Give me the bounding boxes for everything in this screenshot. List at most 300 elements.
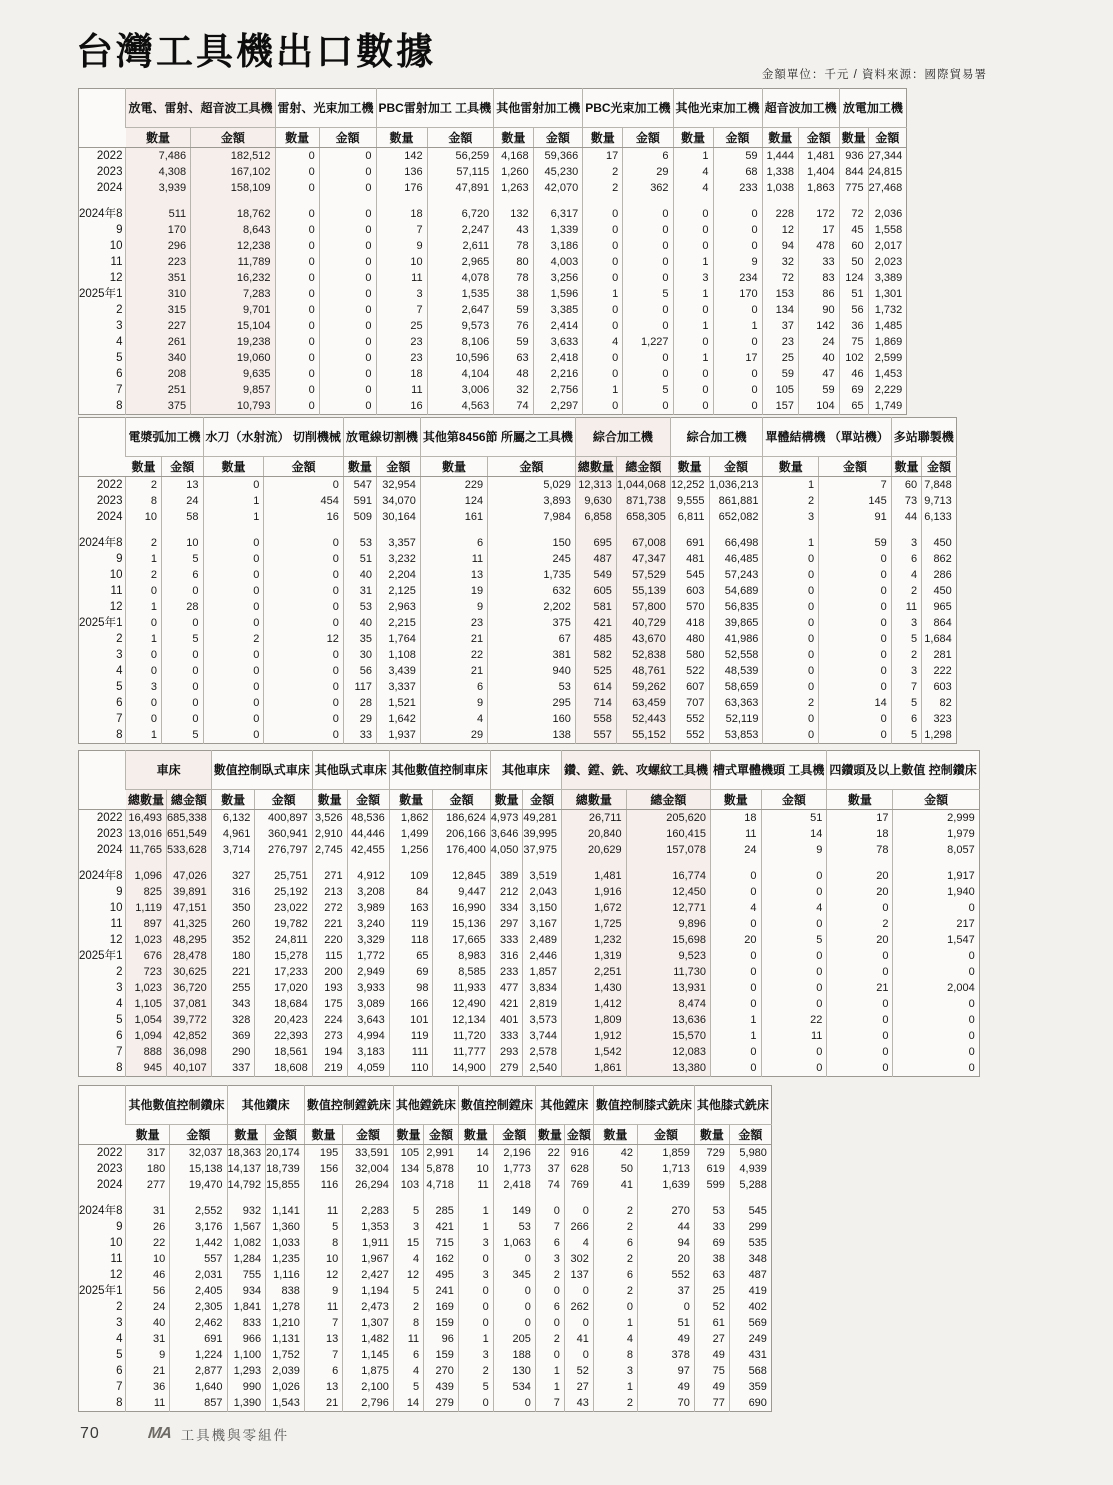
table-cell: 10 — [126, 1251, 170, 1267]
column-group-header: 電漿弧加工機 — [126, 418, 203, 457]
row-label: 2025年1 — [79, 1285, 123, 1297]
table-cell: 0 — [203, 535, 264, 551]
table-cell — [191, 196, 275, 206]
table-cell: 11 — [458, 1177, 493, 1193]
table-row — [79, 1283, 772, 1299]
table-cell: 1 — [711, 1028, 761, 1044]
table-row — [79, 398, 907, 415]
table-cell: 182,512 — [191, 148, 275, 165]
table-cell: 861,881 — [709, 493, 763, 509]
table-cell: 30,164 — [376, 509, 420, 525]
table-cell — [533, 196, 583, 206]
column-subheader: 金額 — [343, 1125, 394, 1145]
table-cell: 0 — [623, 270, 673, 286]
table-cell: 19,238 — [191, 334, 275, 350]
table-cell: 103 — [393, 1177, 423, 1193]
table-cell: 1,082 — [227, 1235, 266, 1251]
table-cell: 0 — [763, 711, 819, 727]
column-subheader: 總金額 — [626, 790, 710, 810]
table-cell — [427, 196, 494, 206]
table-cell: 11 — [393, 1331, 423, 1347]
table-cell: 1 — [535, 1379, 564, 1395]
table-cell: 400,897 — [255, 810, 312, 827]
table-row — [79, 535, 957, 551]
table-cell: 6 — [535, 1235, 564, 1251]
table-cell: 52,838 — [616, 647, 670, 663]
table-cell: 3 — [891, 535, 921, 551]
table-cell: 1,256 — [389, 842, 433, 858]
table-cell: 0 — [763, 663, 819, 679]
column-subheader: 總數量 — [562, 790, 627, 810]
table-cell: 1,916 — [562, 884, 627, 900]
table-cell: 0 — [763, 615, 819, 631]
table-cell: 12,313 — [575, 477, 616, 494]
table-cell: 44,446 — [347, 826, 389, 842]
table-cell: 1,430 — [562, 980, 627, 996]
column-group-header: 其他鑽床 — [227, 1086, 304, 1125]
table-cell: 0 — [319, 222, 376, 238]
table-cell: 0 — [162, 583, 203, 599]
table-cell: 16,990 — [433, 900, 490, 916]
table-cell: 0 — [673, 238, 713, 254]
table-cell: 13,636 — [626, 1012, 710, 1028]
table-cell: 825 — [126, 884, 167, 900]
table-cell: 40 — [343, 567, 376, 583]
table-cell: 136 — [376, 164, 427, 180]
table-cell: 30 — [343, 647, 376, 663]
table-cell: 11,933 — [433, 980, 490, 996]
table-cell: 7 — [535, 1219, 564, 1235]
table-cell: 29 — [623, 164, 673, 180]
table-cell: 2 — [763, 493, 819, 509]
table-cell: 59 — [762, 366, 798, 382]
table-cell: 691 — [670, 535, 709, 551]
table-cell: 0 — [319, 206, 376, 222]
table-cell: 176,400 — [433, 842, 490, 858]
column-subheader: 金額 — [799, 128, 840, 148]
table-cell: 12 — [393, 1267, 423, 1283]
row-label: 2022 — [96, 150, 123, 162]
column-subheader: 數量 — [711, 790, 761, 810]
table-cell — [304, 1193, 342, 1203]
table-cell: 285 — [424, 1203, 459, 1219]
table-cell: 487 — [729, 1267, 771, 1283]
table-cell — [458, 1193, 493, 1203]
table-row — [79, 382, 907, 398]
table-cell: 389 — [490, 868, 523, 884]
table-cell: 418 — [670, 615, 709, 631]
table-cell: 5,878 — [424, 1161, 459, 1177]
table-cell: 0 — [264, 663, 343, 679]
table-cell: 28,478 — [167, 948, 212, 964]
column-group-header: 其他膝式銑床 — [694, 1086, 771, 1125]
table-cell: 0 — [535, 1315, 564, 1331]
table-cell: 142 — [799, 318, 840, 334]
table-cell: 0 — [264, 679, 343, 695]
brand-logo: MA — [146, 1425, 172, 1442]
table-cell: 509 — [343, 509, 376, 525]
table-cell: 37,081 — [167, 996, 212, 1012]
table-cell — [211, 858, 255, 868]
table-cell: 343 — [211, 996, 255, 1012]
table-cell: 9,447 — [433, 884, 490, 900]
column-subheader: 金額 — [266, 1125, 305, 1145]
table-cell: 3,256 — [533, 270, 583, 286]
table-cell: 161 — [420, 509, 487, 525]
table-cell: 299 — [729, 1219, 771, 1235]
row-label: 8 — [116, 1397, 123, 1409]
table-cell: 1,023 — [126, 932, 167, 948]
table-cell: 1,227 — [623, 334, 673, 350]
corner-cell — [79, 751, 126, 810]
table-cell: 0 — [126, 711, 162, 727]
table-cell: 42,852 — [167, 1028, 212, 1044]
table-cell: 478 — [799, 238, 840, 254]
table-cell — [347, 858, 389, 868]
table-cell: 30,625 — [167, 964, 212, 980]
row-label: 2023 — [96, 1163, 123, 1175]
table-cell: 46,485 — [709, 551, 763, 567]
table-cell: 0 — [623, 206, 673, 222]
table-cell: 0 — [761, 1044, 827, 1060]
table-cell: 8 — [593, 1347, 637, 1363]
table-cell — [593, 1193, 637, 1203]
table-cell: 270 — [637, 1203, 694, 1219]
table-cell: 2,489 — [523, 932, 562, 948]
table-cell: 1,404 — [799, 164, 840, 180]
table-cell: 2,414 — [533, 318, 583, 334]
table-cell: 421 — [424, 1219, 459, 1235]
table-cell: 481 — [670, 551, 709, 567]
table-cell: 1,307 — [343, 1315, 394, 1331]
table-cell: 3,208 — [347, 884, 389, 900]
table-cell: 0 — [203, 477, 264, 494]
table-cell: 35 — [343, 631, 376, 647]
table-cell — [312, 858, 347, 868]
table-cell: 431 — [729, 1347, 771, 1363]
table-cell: 487 — [575, 551, 616, 567]
table-cell: 1,194 — [343, 1283, 394, 1299]
table-cell: 270 — [424, 1363, 459, 1379]
table-cell: 0 — [827, 1044, 893, 1060]
table-cell: 1 — [673, 148, 713, 165]
table-cell: 97 — [637, 1363, 694, 1379]
table-cell: 327 — [211, 868, 255, 884]
table-row — [79, 599, 957, 615]
table-cell: 0 — [711, 916, 761, 932]
table-cell: 44 — [891, 509, 921, 525]
table-row — [79, 868, 980, 884]
table-cell: 52,119 — [709, 711, 763, 727]
table-cell: 180 — [126, 1161, 170, 1177]
table-cell: 48,539 — [709, 663, 763, 679]
table-cell: 43,670 — [616, 631, 670, 647]
table-cell: 7 — [304, 1315, 342, 1331]
table-cell: 0 — [583, 398, 623, 415]
table-cell — [713, 196, 762, 206]
table-cell: 14 — [761, 826, 827, 842]
table-cell: 1,857 — [523, 964, 562, 980]
table-cell: 0 — [275, 366, 319, 382]
table-cell: 13 — [162, 477, 203, 494]
table-row — [79, 148, 907, 165]
row-label: 2024年8 — [79, 537, 123, 549]
table-cell: 2,819 — [523, 996, 562, 1012]
table-cell: 84 — [389, 884, 433, 900]
table-cell: 1,875 — [343, 1363, 394, 1379]
table-cell: 3 — [376, 286, 427, 302]
row-label: 12 — [109, 272, 123, 284]
table-cell — [616, 525, 670, 535]
table-row — [79, 695, 957, 711]
table-cell: 0 — [564, 1315, 593, 1331]
table-cell: 46 — [839, 366, 868, 382]
table-cell: 0 — [893, 948, 979, 964]
table-cell: 55,139 — [616, 583, 670, 599]
table-cell: 2,229 — [868, 382, 907, 398]
group-header-row — [79, 418, 957, 457]
table-cell: 47,026 — [167, 868, 212, 884]
table-cell: 293 — [490, 1044, 523, 1060]
group-header-row — [79, 751, 980, 790]
table-cell: 12,490 — [433, 996, 490, 1012]
table-cell: 2,023 — [868, 254, 907, 270]
table-cell: 5 — [891, 631, 921, 647]
table-cell: 0 — [493, 1395, 535, 1412]
table-cell: 1,558 — [868, 222, 907, 238]
column-subheader: 金額 — [170, 1125, 227, 1145]
table-cell: 0 — [203, 599, 264, 615]
table-cell: 0 — [458, 1283, 493, 1299]
table-cell: 160,415 — [626, 826, 710, 842]
table-cell: 0 — [673, 334, 713, 350]
column-subheader: 數量 — [891, 457, 921, 477]
table-cell: 17 — [583, 148, 623, 165]
table-cell — [709, 525, 763, 535]
table-cell: 60 — [839, 238, 868, 254]
table-cell: 0 — [713, 334, 762, 350]
table-cell: 57,529 — [616, 567, 670, 583]
table-cell: 11,765 — [126, 842, 167, 858]
table-cell: 251 — [126, 382, 191, 398]
table-cell: 21 — [420, 631, 487, 647]
table-cell: 10,793 — [191, 398, 275, 415]
table-cell: 7 — [891, 679, 921, 695]
table-cell: 124 — [839, 270, 868, 286]
row-label — [79, 525, 126, 535]
table-cell: 0 — [319, 302, 376, 318]
row-label — [79, 858, 126, 868]
page-footer — [80, 1424, 289, 1444]
table-cell: 40,729 — [616, 615, 670, 631]
table-cell: 2,036 — [868, 206, 907, 222]
table-cell: 0 — [763, 551, 819, 567]
table-cell: 13 — [304, 1379, 342, 1395]
table-cell: 2 — [593, 1251, 637, 1267]
table-cell: 115 — [312, 948, 347, 964]
table-cell: 49,281 — [523, 810, 562, 827]
table-cell: 0 — [162, 663, 203, 679]
table-cell: 1 — [673, 350, 713, 366]
table-cell: 4,973 — [490, 810, 523, 827]
table-cell: 9 — [761, 842, 827, 858]
column-subheader: 金額 — [713, 128, 762, 148]
table-cell: 0 — [593, 1299, 637, 1315]
table-cell: 3,357 — [376, 535, 420, 551]
table-cell: 632 — [488, 583, 576, 599]
table-cell: 1 — [593, 1379, 637, 1395]
table-cell: 134 — [762, 302, 798, 318]
table-cell: 0 — [319, 238, 376, 254]
table-cell: 0 — [535, 1203, 564, 1219]
table-cell: 0 — [583, 206, 623, 222]
row-label: 10 — [109, 240, 123, 252]
table-cell: 68 — [713, 164, 762, 180]
table-cell: 2,991 — [424, 1145, 459, 1162]
table-cell: 59 — [799, 382, 840, 398]
row-label: 11 — [110, 918, 123, 930]
table-cell: 41,325 — [167, 916, 212, 932]
table-cell: 49 — [694, 1379, 729, 1395]
table-cell: 755 — [227, 1267, 266, 1283]
table-cell: 271 — [312, 868, 347, 884]
table-cell: 290 — [211, 1044, 255, 1060]
table-cell: 5 — [393, 1379, 423, 1395]
row-label: 8 — [116, 400, 123, 412]
table-cell: 1,732 — [868, 302, 907, 318]
table-cell: 24 — [799, 334, 840, 350]
table-cell: 53 — [343, 599, 376, 615]
table-cell: 38 — [694, 1251, 729, 1267]
table-cell: 0 — [203, 583, 264, 599]
table-cell: 936 — [839, 148, 868, 165]
table-cell: 6 — [393, 1347, 423, 1363]
table-cell: 0 — [761, 1060, 827, 1077]
table-cell: 4,939 — [729, 1161, 771, 1177]
table-cell: 1 — [713, 318, 762, 334]
table-cell: 0 — [126, 663, 162, 679]
table-cell — [275, 196, 319, 206]
table-cell: 57,115 — [427, 164, 494, 180]
table-cell: 60 — [891, 477, 921, 494]
table-cell: 0 — [673, 366, 713, 382]
table-cell: 32,037 — [170, 1145, 227, 1162]
row-label: 2 — [116, 633, 123, 645]
table-cell: 76 — [494, 318, 533, 334]
table-cell: 170 — [713, 286, 762, 302]
table-cell: 480 — [670, 631, 709, 647]
column-group-header: 放電、雷射、超音波工具機 — [126, 89, 275, 128]
table-cell: 166 — [389, 996, 433, 1012]
table-cell: 96 — [424, 1331, 459, 1347]
table-cell — [126, 1193, 170, 1203]
table-cell: 0 — [535, 1347, 564, 1363]
table-cell: 0 — [319, 350, 376, 366]
table-cell — [490, 858, 523, 868]
table-cell: 552 — [637, 1267, 694, 1283]
table-cell: 1,284 — [227, 1251, 266, 1267]
table-cell — [761, 858, 827, 868]
table-cell: 2,578 — [523, 1044, 562, 1060]
table-cell: 9 — [376, 238, 427, 254]
table-cell: 0 — [761, 964, 827, 980]
table-cell: 0 — [275, 302, 319, 318]
column-subheader: 數量 — [670, 457, 709, 477]
table-cell: 3,519 — [523, 868, 562, 884]
table-cell: 0 — [711, 996, 761, 1012]
row-label: 7 — [116, 1381, 123, 1393]
column-subheader: 數量 — [420, 457, 487, 477]
table-cell: 3 — [458, 1347, 493, 1363]
table-cell: 18 — [376, 366, 427, 382]
table-cell: 723 — [126, 964, 167, 980]
table-cell: 0 — [763, 647, 819, 663]
table-cell: 0 — [162, 695, 203, 711]
table-cell: 0 — [203, 695, 264, 711]
table-cell: 2,247 — [427, 222, 494, 238]
table-cell — [868, 196, 907, 206]
table-cell: 1 — [583, 286, 623, 302]
table-cell: 119 — [389, 1028, 433, 1044]
row-label: 6 — [116, 1365, 123, 1377]
table-cell: 51 — [761, 810, 827, 827]
table-cell — [162, 525, 203, 535]
table-cell: 153 — [762, 286, 798, 302]
column-group-header: 超音波加工機 — [762, 89, 839, 128]
table-cell: 18 — [827, 826, 893, 842]
table-row — [79, 1395, 772, 1412]
table-row — [79, 826, 980, 842]
column-group-header: 數值控制臥式車床 — [211, 751, 312, 790]
table-row — [79, 1379, 772, 1395]
table-cell: 163 — [389, 900, 433, 916]
table-cell: 0 — [673, 398, 713, 415]
table-cell: 1,642 — [376, 711, 420, 727]
subheader-row — [79, 790, 980, 810]
column-subheader: 數量 — [376, 128, 427, 148]
table-cell: 0 — [458, 1251, 493, 1267]
table-cell: 916 — [564, 1145, 593, 1162]
table-cell: 6 — [162, 567, 203, 583]
table-cell: 276,797 — [255, 842, 312, 858]
table-cell: 20 — [711, 932, 761, 948]
table-cell: 966 — [227, 1331, 266, 1347]
table-cell: 5 — [458, 1379, 493, 1395]
table-cell: 159 — [424, 1315, 459, 1331]
table-cell: 0 — [264, 583, 343, 599]
table-cell: 2 — [535, 1267, 564, 1283]
column-subheader: 數量 — [763, 457, 819, 477]
table-cell: 3 — [535, 1251, 564, 1267]
table-cell: 352 — [211, 932, 255, 948]
table-cell: 1,596 — [533, 286, 583, 302]
table-cell — [673, 196, 713, 206]
column-subheader: 數量 — [343, 457, 376, 477]
table-cell: 2 — [763, 695, 819, 711]
table-cell: 0 — [761, 948, 827, 964]
column-subheader: 金額 — [427, 128, 494, 148]
table-cell: 51 — [343, 551, 376, 567]
table-cell: 582 — [575, 647, 616, 663]
table-cell: 1,263 — [494, 180, 533, 196]
table-cell: 1,481 — [799, 148, 840, 165]
row-label: 11 — [110, 1253, 123, 1265]
table-cell: 0 — [711, 964, 761, 980]
table-cell: 581 — [575, 599, 616, 615]
table-cell: 2,745 — [312, 842, 347, 858]
table-cell: 0 — [275, 164, 319, 180]
table-cell: 0 — [264, 535, 343, 551]
